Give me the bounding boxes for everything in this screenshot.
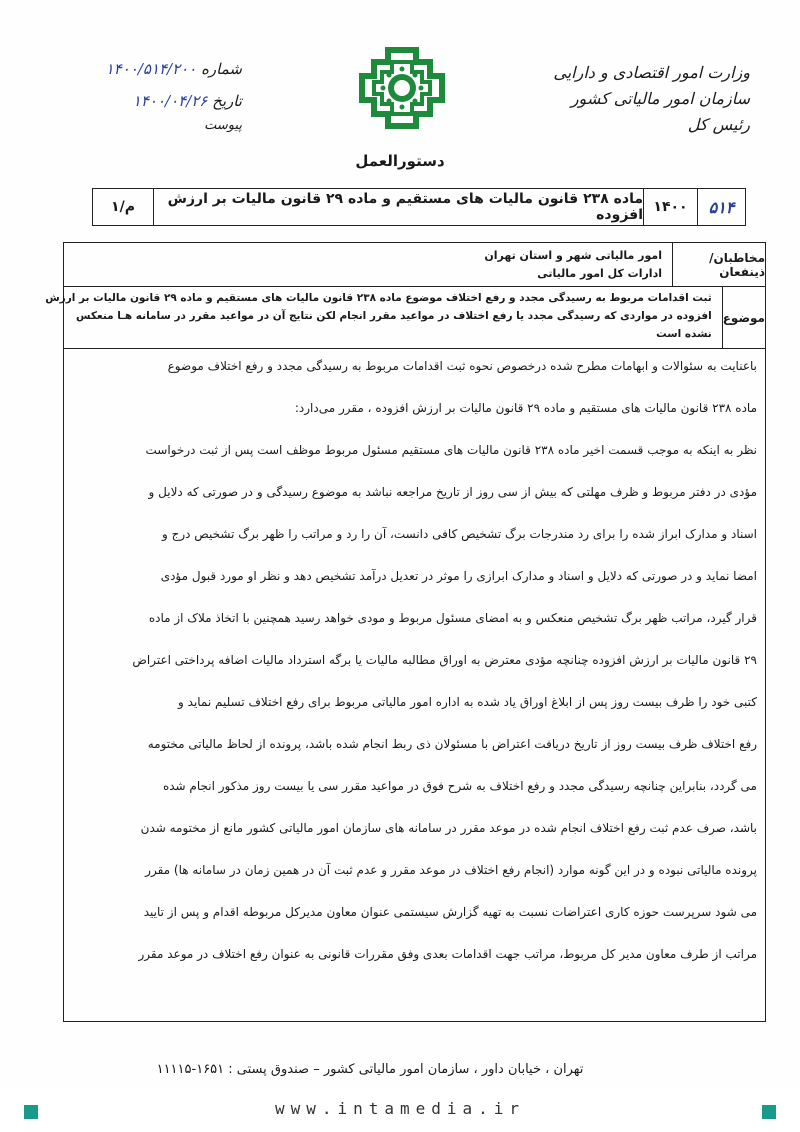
title-table — [92, 188, 746, 226]
recipients-label: مخاطبان/ذینفعان — [672, 243, 765, 286]
recipient-line: ادارات کل امور مالیاتی — [537, 267, 662, 280]
footer-square-right — [762, 1105, 776, 1119]
main-content-box — [45, 242, 766, 1022]
footer-bar — [0, 1087, 800, 1132]
subject-content — [35, 287, 722, 348]
date-value: ۱۴۰۰/۰۴/۲۶ — [132, 92, 208, 110]
body-line: نظر به اینکه به موجب قسمت اخیر ماده ۲۳۸ قانون مالیات های مستقیم مسئول مربوط موظف است پس از ثبت درخواست — [145, 443, 757, 457]
body-line: باعنایت به سئوالات و ابهامات مطرح شده درخصوص نحوه ثبت اقدامات مربوط به رسیدگی مجدد و رفع اختلاف موضوع — [167, 359, 757, 373]
recipient-line: امور مالیاتی شهر و استان تهران — [484, 249, 662, 262]
body-line: مؤدی در دفتر مربوط و ظرف مهلتی که بیش از سی روز از تاریخ مراجعه نباشد به موضوع رسیدگی و در صورتی که دلایل و — [148, 485, 757, 499]
website-link[interactable]: www.intamedia.ir — [274, 1099, 526, 1118]
body-line: قرار گیرد، مراتب ظهر برگ تشخیص منعکس و به امضای مسئول مربوط و مودی خواهد رسید همچنین با اتخاذ ملاک از ماده — [148, 611, 757, 625]
body-line: کتبی خود را ظرف بیست روز پس از ابلاغ اوراق یاد شده به اداره امور مالیاتی مربوط برای رفع اختلاف تسلیم نماید و — [178, 695, 757, 709]
letter-date — [80, 92, 242, 110]
ministry-line: وزارت امور اقتصادی و دارایی — [553, 63, 750, 82]
subject-line: افزوده در مواردی که رسیدگی مجدد یا رفع اختلاف در مواعید مقرر انجام لکن نتایج آن در مواعید مقرر در سامانه هـا منعکس — [75, 310, 712, 322]
body-line: امضا نماید و در صورتی که دلایل و اسناد و مدارک ابرازی را موثر در تعدیل درآمد تشخیص دهد و نظر او مورد قبول مؤدی — [160, 569, 757, 583]
body-line: باشد، صرف عدم ثبت رفع اختلاف انجام شده در موعد مقرر در سامانه های سازمان امور مالیاتی کشور مانع از مختومه شدن — [140, 821, 757, 835]
ministry-header — [520, 60, 750, 138]
subject-label: موضوع — [722, 287, 765, 348]
body-text — [72, 353, 757, 983]
body-line: می شود سرپرست حوزه کاری اعتراضات نسبت به تهیه گزارش سیستمی عنوان معاون مدیرکل مربوطه اقدام و پس از تایید — [143, 905, 757, 919]
instruction-number: ۵۱۴ — [697, 189, 745, 225]
instruction-code: م/۱ — [111, 199, 135, 215]
number-value: ۱۴۰۰/۵۱۴/۲۰۰ — [105, 60, 197, 78]
body-line: می گردد، بنابراین چنانچه رسیدگی مجدد و رفع اختلاف به شرح فوق در مواعید مقرر سی یا بیست روز مذکور انجام شده — [162, 779, 757, 793]
body-line: ۲۹ قانون مالیات بر ارزش افزوده چنانچه مؤدی معترض به اوراق مطالبه مالیات یا برگه استرداد مالیات اضافه پرداختی اعتراض — [132, 653, 757, 667]
ministry-line: سازمان امور مالیاتی کشور — [570, 89, 750, 108]
document-title: دستورالعمل — [355, 152, 445, 170]
tax-organization-logo — [358, 46, 446, 130]
ministry-line: رئیس کل — [687, 115, 750, 134]
letter-number — [52, 60, 242, 78]
body-line: اسناد و مدارک ابراز شده را برای رد مندرجات برگ تشخیص کافی دانست، آن را رد و مراتب را ظهر برگ تشخیص درج و — [161, 527, 757, 541]
date-label: تاریخ — [212, 92, 242, 110]
attachment-label: پیوست — [204, 118, 242, 133]
body-line: رفع اختلاف ظرف بیست روز از تاریخ دریافت اعتراض با مسئولان ذی ربط انجام شده باشد، پرونده از لحاظ مالیاتی مختومه — [147, 737, 757, 751]
address-line: تهران ، خیابان داور ، سازمان امور مالیاتی کشور – صندوق پستی : ۱۶۵۱-۱۱۱۱۵ — [156, 1062, 584, 1077]
subject-line: ثبت اقدامات مربوط به رسیدگی مجدد و رفع اختلاف موضوع ماده ۲۳۸ قانون مالیات های مستقیم و ماده ۲۹ قانون مالیات بر ارزش — [45, 292, 712, 304]
subject-row — [45, 287, 765, 349]
recipients-row — [64, 243, 765, 287]
instruction-year: ۱۴۰۰ — [643, 189, 697, 225]
subject-line: نشده است — [656, 328, 712, 340]
instruction-subject: ماده ۲۳۸ قانون مالیات های مستقیم و ماده ۲۹ قانون مالیات بر ارزش افزوده — [153, 189, 643, 225]
body-line: پرونده مالیاتی نبوده و در این گونه موارد (انجام رفع اختلاف در موعد مقرر و عدم ثبت آن در همین زمان در سامانه ها) مقرر — [145, 863, 757, 877]
body-line: ماده ۲۳۸ قانون مالیات های مستقیم و ماده ۲۹ قانون مالیات بر ارزش افزوده ، مقرر می‌دارد: — [294, 401, 757, 415]
number-label: شماره — [201, 60, 242, 78]
recipients-content — [64, 243, 672, 286]
body-line: مراتب از طرف معاون مدیر کل مربوط، مراتب جهت اقدامات بعدی وفق مقررات قانونی به عنوان رفع اختلاف در موعد مقرر — [138, 947, 757, 961]
